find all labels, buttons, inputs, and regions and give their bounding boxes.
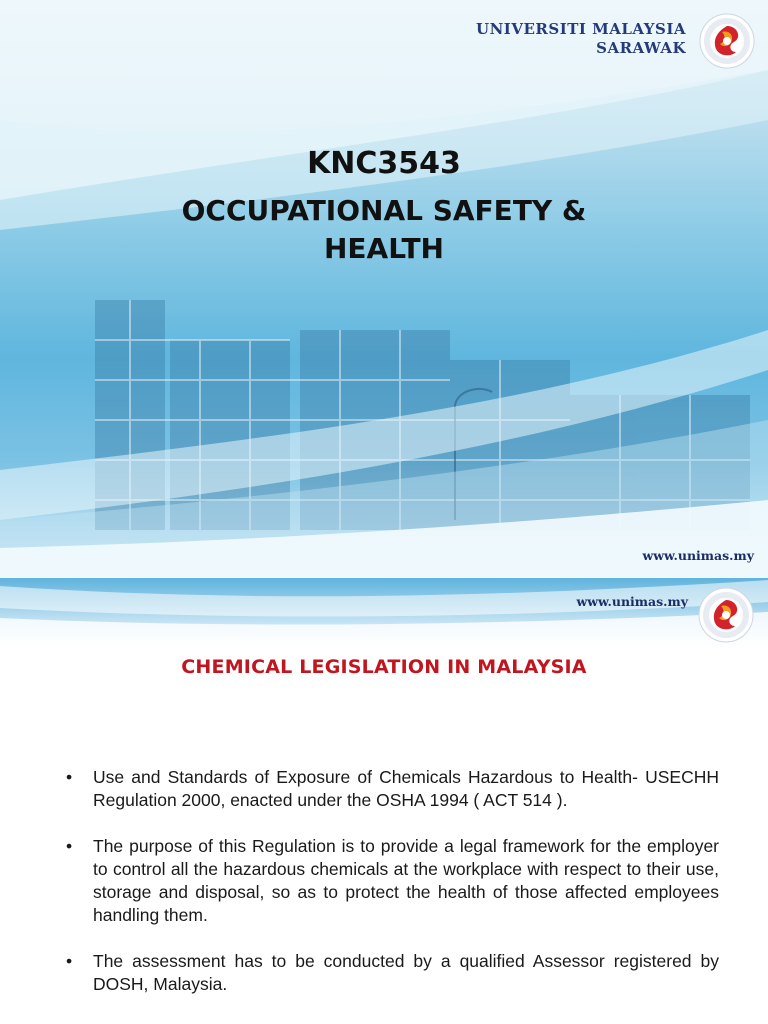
bullet-text: The assessment has to be conducted by a qualified Assessor registered by DOSH, Malaysia. [93,951,719,994]
course-code: KNC3543 [307,146,461,181]
list-item [66,835,719,927]
course-title: OCCUPATIONAL SAFETY & HEALTH [181,194,587,265]
bullet-list [66,766,719,1019]
bullet-icon: • [66,836,73,856]
bullet-text: The purpose of this Regulation is to provide a legal framework for the employer to control all the hazardous chemicals at the workplace with respect to their use, storage and disposal, so as to protect the health of those affected employees handling them. [93,836,719,925]
title-block [0,142,768,268]
list-item [66,766,719,812]
unimas-logo [698,12,756,70]
bullet-icon: • [66,951,73,971]
slide-title: CHEMICAL LEGISLATION IN MALAYSIA [181,656,587,678]
unimas-logo [697,586,755,644]
website-link[interactable]: www.unimas.my [576,594,688,609]
university-name [476,20,686,58]
bullet-icon: • [66,767,73,787]
header-wave-graphic [0,578,768,648]
bullet-text: Use and Standards of Exposure of Chemicals Hazardous to Health- USECHH Regulation 2000, enacted under the OSHA 1994 ( ACT 514 ). [93,767,719,810]
list-item [66,950,719,996]
website-link[interactable]: www.unimas.my [642,548,754,563]
university-name-line1: UNIVERSITI MALAYSIA [476,20,686,38]
university-name-line2: SARAWAK [596,39,686,57]
content-slide [0,578,768,1024]
